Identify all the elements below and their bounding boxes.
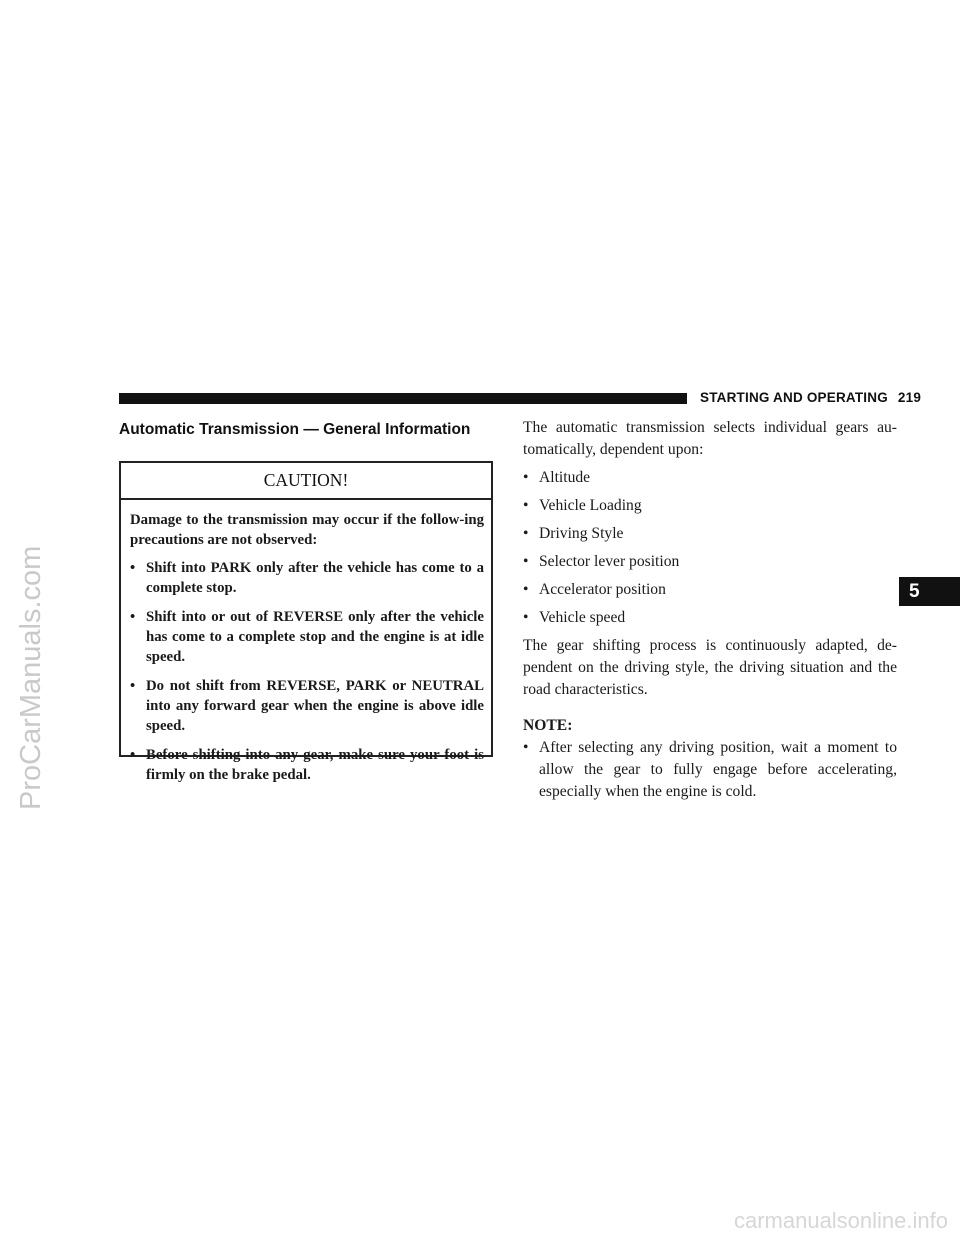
bullet-icon: • — [523, 609, 529, 626]
caution-intro: Damage to the transmission may occur if the follow-ing precautions are not observed: — [130, 512, 484, 548]
factor-text: Vehicle speed — [539, 609, 626, 626]
bullet-icon: • — [130, 678, 136, 694]
bullet-icon: • — [523, 739, 529, 756]
factor-item — [523, 579, 897, 601]
right-column — [523, 417, 897, 803]
factor-text: Vehicle Loading — [539, 497, 642, 514]
bullet-icon: • — [130, 609, 136, 625]
bullet-icon: • — [523, 497, 529, 514]
factor-item — [523, 495, 897, 517]
bullet-icon: • — [523, 553, 529, 570]
bullet-icon: • — [523, 525, 529, 542]
factor-item — [523, 467, 897, 489]
bullet-icon: • — [523, 581, 529, 598]
page-number: 219 — [897, 390, 922, 405]
caution-box — [119, 461, 493, 783]
factor-item — [523, 551, 897, 573]
caution-bullet-text: Do not shift from REVERSE, PARK or NEUTRAL into any forward gear when the engine is above idle speed. — [146, 678, 484, 734]
transmission-intro: The automatic transmission selects individual gears au-tomatically, dependent upon: — [523, 419, 897, 458]
note-bullet — [523, 737, 897, 803]
factor-text: Driving Style — [539, 525, 624, 542]
bullet-icon: • — [130, 560, 136, 576]
factor-text: Accelerator position — [539, 581, 666, 598]
section-title: Automatic Transmission — General Information — [119, 421, 471, 438]
bullet-icon: • — [523, 469, 529, 486]
factor-item — [523, 607, 897, 629]
footer-watermark: carmanualsonline.info — [733, 1208, 948, 1233]
caution-heading: CAUTION! — [121, 463, 491, 500]
bullet-icon: • — [130, 747, 136, 763]
header-rule — [119, 393, 687, 404]
factor-item — [523, 523, 897, 545]
caution-bullet — [130, 676, 484, 736]
running-header — [700, 390, 921, 405]
caution-bullet — [130, 558, 484, 598]
note-label: NOTE: — [523, 717, 573, 734]
side-watermark-text: ProCarManuals.com — [15, 545, 47, 810]
caution-bullet-text: Before shifting into any gear, make sure your foot is firmly on the brake pedal. — [146, 747, 484, 783]
gear-shifting-paragraph: The gear shifting process is continuously adapted, de-pendent on the driving style, the driving situation and the road characteristics. — [523, 637, 897, 698]
note-bullet-text: After selecting any driving position, wait a moment to allow the gear to fully engage before accelerating, especially when the engine is cold. — [539, 739, 897, 800]
caution-body — [121, 500, 491, 785]
header-section: STARTING AND OPERATING — [700, 390, 888, 405]
caution-bullet — [130, 745, 484, 785]
side-watermark — [6, 355, 50, 815]
caution-bullet-text: Shift into PARK only after the vehicle has come to a complete stop. — [146, 560, 484, 596]
caution-bullet — [130, 607, 484, 667]
factor-text: Altitude — [539, 469, 591, 486]
chapter-tab: 5 — [899, 577, 960, 606]
factor-text: Selector lever position — [539, 553, 680, 570]
caution-bullet-text: Shift into or out of REVERSE only after the vehicle has come to a complete stop and the engine is at idle speed. — [146, 609, 484, 665]
